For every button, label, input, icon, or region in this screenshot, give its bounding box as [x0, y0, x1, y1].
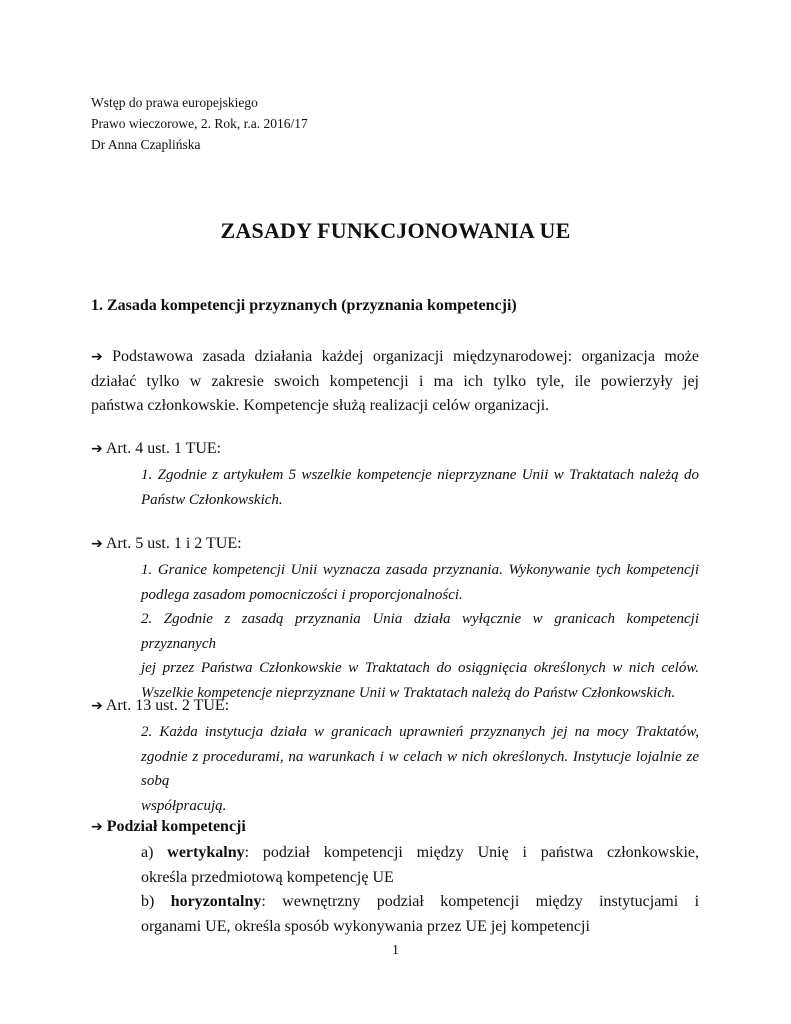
- program-info: Prawo wieczorowe, 2. Rok, r.a. 2016/17: [91, 116, 308, 131]
- article-label: ➔ Art. 13 ust. 2 TUE:: [91, 697, 230, 714]
- course-name: Wstęp do prawa europejskiego: [91, 95, 258, 110]
- division-list: [141, 841, 699, 939]
- lecturer-name: Dr Anna Czaplińska: [91, 137, 201, 152]
- section-heading: 1. Zasada kompetencji przyznanych (przyznania kompetencji): [91, 297, 517, 314]
- article-quote: 1. Zgodnie z artykułem 5 wszelkie kompetencje nieprzyznane Unii w Traktatach należą do Państw Członkowskich.: [141, 467, 699, 508]
- arrow-icon: ➔: [91, 349, 103, 365]
- article-quote: 2. Każda instytucja działa w granicach uprawnień przyznanych jej na mocy Traktatów, zgodnie z procedurami, na warunkach i w celach w nich określonych. Instytucje lojalnie ze sobą współpracują.: [141, 724, 699, 814]
- arrow-icon: ➔: [91, 441, 103, 457]
- arrow-icon: ➔: [91, 698, 103, 714]
- intro-paragraph: ➔ Podstawowa zasada działania każdej organizacji międzynarodowej: organizacja może działać tylko w zakresie swoich kompetencji i ma ich tylko tyle, ile powierzyły jej państwa członkowskie. Kompetencje służą realizacji celów organizacji.: [91, 348, 699, 414]
- arrow-icon: ➔: [91, 819, 103, 835]
- arrow-icon: ➔: [91, 536, 103, 552]
- list-item: a) wertykalny: podział kompetencji między Unię i państwa członkowskie, określa przedmiotową kompetencję UE: [141, 844, 700, 886]
- document-header: [91, 92, 308, 155]
- page-title: ZASADY FUNKCJONOWANIA UE: [220, 218, 571, 243]
- division-heading: ➔ Podział kompetencji: [91, 818, 246, 835]
- page-number: 1: [392, 943, 399, 958]
- list-item: b) horyzontalny: wewnętrzny podział kompetencji między instytucjami i organami UE, określa sposób wykonywania przez UE jej kompetencji: [141, 893, 700, 935]
- article-quote: 1. Granice kompetencji Unii wyznacza zasada przyznania. Wykonywanie tych kompetencji podlega zasadom pomocniczości i proporcjonalności. 2. Zgodnie z zasadą przyznania Unia działa wyłącznie w granicach kompetencji przyznanych jej przez Państwa Członkowskie w Traktatach do osiągnięcia określonych w nich celów. Wszelkie kompetencje nieprzyznane Unii w Traktatach należą do Państw Członkowskich.: [141, 562, 699, 701]
- article-label: ➔ Art. 4 ust. 1 TUE:: [91, 440, 222, 457]
- article-label: ➔ Art. 5 ust. 1 i 2 TUE:: [91, 535, 242, 552]
